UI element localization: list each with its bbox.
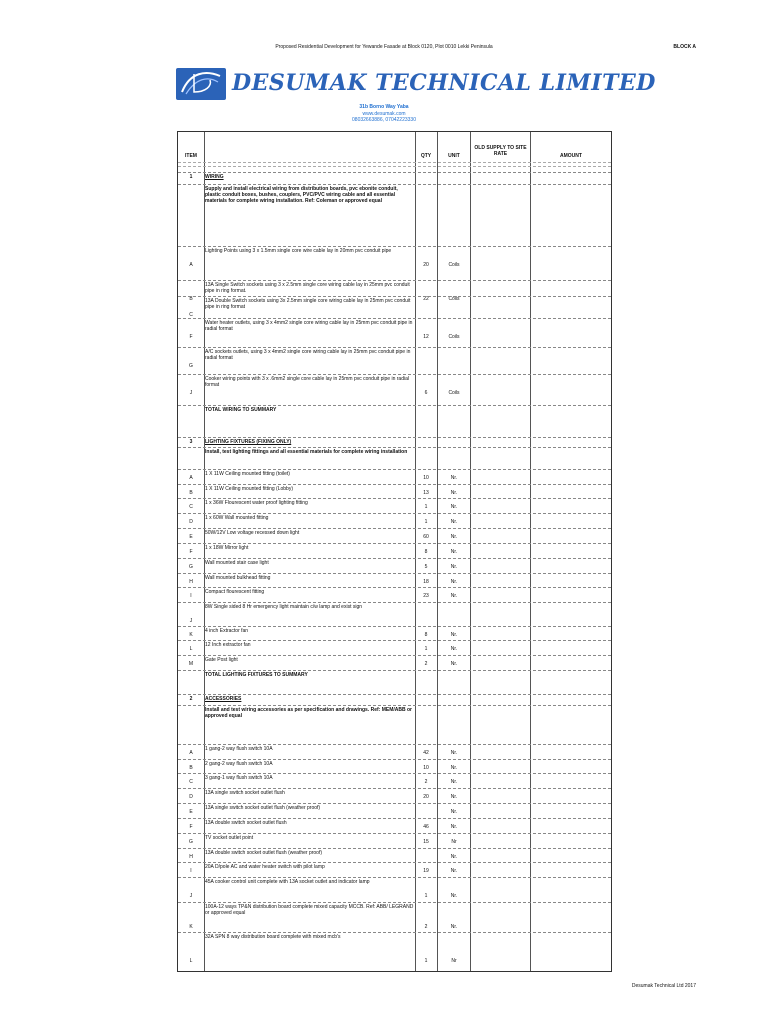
- row-item-code: C: [189, 312, 193, 318]
- row-description: A/C sockets outlets, using 3 x 4mm2 single core wiring cable lay in 25mm pvc conduit pipe in radial format: [205, 349, 411, 361]
- table-row: [178, 862, 611, 863]
- row-description: 1 x 36W Flourescent water proof lighting fitting: [205, 500, 308, 506]
- row-unit: Nr.: [450, 893, 458, 899]
- company-name: DESUMAK TECHNICAL LIMITED: [232, 70, 656, 96]
- row-item-code: 2: [189, 696, 193, 702]
- table-row: [178, 744, 611, 745]
- row-item-code: H: [189, 579, 193, 585]
- table-row: [178, 498, 611, 499]
- table-row: [178, 374, 611, 375]
- row-description: 13A Single Switch sockets using 3 x 2.5mm single core wiring cable lay in 25mm pvc conduit pipe in ring format.: [205, 282, 410, 294]
- table-row: [178, 558, 611, 559]
- row-quantity: 1: [424, 958, 428, 964]
- row-description: Supply and install electrical wiring from distribution boards, pvc ebonite conduit, plastic conduit boxes, bushes, couplers, PVC/PVC wiring cable and all essential materials for complete wiring installation. Ref: Coleman or approved equal: [205, 186, 398, 204]
- row-description: Wall mounted bulkhead fitting: [205, 575, 271, 581]
- row-unit: Coils: [448, 296, 460, 302]
- table-row: [178, 587, 611, 588]
- header-supply-rate: OLD SUPPLY TO SITE RATE: [474, 145, 527, 157]
- row-quantity: 46: [423, 824, 429, 830]
- row-item-code: A: [189, 262, 193, 268]
- row-quantity: 1: [424, 646, 428, 652]
- table-row: [178, 246, 611, 247]
- table-row: [178, 902, 611, 903]
- row-quantity: 18: [423, 579, 429, 585]
- row-unit: Nr.: [450, 750, 458, 756]
- page-header: [0, 44, 768, 56]
- row-unit: Nr.: [450, 646, 458, 652]
- row-description: Gate Post light: [205, 657, 238, 663]
- row-item-code: D: [189, 519, 193, 525]
- column-divider: [437, 132, 438, 971]
- table-row: [178, 670, 611, 671]
- row-quantity: 1: [424, 504, 428, 510]
- table-row: [178, 528, 611, 529]
- table-row: [178, 833, 611, 834]
- row-item-code: F: [189, 334, 193, 340]
- table-row: [178, 818, 611, 819]
- row-description: TOTAL WIRING TO SUMMARY: [205, 407, 277, 413]
- header-item: ITEM: [185, 153, 197, 159]
- row-description: 1 x 60W Wall mounted fitting: [205, 515, 269, 521]
- row-description: 1 gang-2 way flush switch 10A: [205, 746, 273, 752]
- row-description: Install and test wiring accessories as per specification and drawings. Ref: MEM/ABB or approved equal: [205, 707, 412, 719]
- table-row: [178, 280, 611, 281]
- row-quantity: 23: [423, 593, 429, 599]
- row-unit: Coils: [448, 334, 460, 340]
- row-description: Wall mounted stair case light: [205, 560, 269, 566]
- project-title: Proposed Residential Development for Yewande Fasade at Block 0120, Plot 0010 Lekki Peninsula: [275, 44, 493, 50]
- row-unit: Coils: [448, 390, 460, 396]
- row-description: Cooker wiring points with 3 x .6mm2 single core cable lay in 25mm pvc conduit pipe in radial format: [205, 376, 409, 388]
- row-quantity: 20: [423, 262, 429, 268]
- row-description: 12 Inch extractor fan: [205, 642, 251, 648]
- row-item-code: I: [190, 593, 192, 599]
- row-unit: Nr.: [450, 564, 458, 570]
- header-unit: UNIT: [448, 153, 460, 159]
- row-item-code: F: [189, 549, 193, 555]
- row-quantity: 10: [423, 475, 429, 481]
- row-quantity: 6: [424, 390, 428, 396]
- row-item-code: 3: [189, 439, 193, 445]
- row-item-code: J: [189, 390, 193, 396]
- row-item-code: A: [189, 475, 193, 481]
- logo-mark-icon: [176, 68, 226, 100]
- table-row: [178, 296, 611, 297]
- row-description: 13A Double Switch sockets using 3x 2.5mm single core wiring cable lay in 25mm pvc conduit pipe in ring format: [205, 298, 411, 310]
- row-unit: Nr.: [450, 924, 458, 930]
- row-unit: Nr.: [450, 632, 458, 638]
- row-quantity: 2: [424, 924, 428, 930]
- row-item-code: E: [189, 809, 193, 815]
- table-row: [178, 184, 611, 185]
- row-quantity: 10: [423, 765, 429, 771]
- row-description: TV socket outlet point: [205, 835, 254, 841]
- table-row: [178, 694, 611, 695]
- row-quantity: 2: [424, 779, 428, 785]
- row-unit: Nr.: [450, 504, 458, 510]
- row-item-code: C: [189, 504, 193, 510]
- header-separator: [178, 166, 611, 167]
- table-row: [178, 932, 611, 933]
- row-description: 4 inch Extractor fan: [205, 628, 249, 634]
- row-quantity: 2: [424, 661, 428, 667]
- company-website: www.desumak.com: [362, 110, 406, 117]
- row-description: 8W Single sided 8 Hr emergency light maintain c/w lamp and exist sign: [205, 604, 363, 610]
- row-quantity: 13: [423, 490, 429, 496]
- table-row: [178, 543, 611, 544]
- row-quantity: 20: [423, 794, 429, 800]
- row-item-code: K: [189, 632, 193, 638]
- row-unit: Nr.: [450, 794, 458, 800]
- table-row: [178, 172, 611, 173]
- bill-of-quantities-table: [177, 131, 612, 972]
- row-description: 20A D/pole AC and water heater switch with pilot lamp: [205, 864, 325, 870]
- row-quantity: 22: [423, 296, 429, 302]
- row-quantity: 15: [423, 839, 429, 845]
- row-unit: Nr: [451, 958, 457, 964]
- table-row: [178, 759, 611, 760]
- row-item-code: A: [189, 750, 193, 756]
- row-item-code: J: [189, 618, 193, 624]
- row-description: 13A single switch socket outlet flush: [205, 790, 285, 796]
- row-unit: Nr.: [450, 868, 458, 874]
- table-row: [178, 705, 611, 706]
- row-description: 2 gang-2 way flush switch 10A: [205, 761, 273, 767]
- row-description: Compact flourescent fitting: [205, 589, 265, 595]
- row-quantity: 8: [424, 549, 428, 555]
- table-row: [178, 447, 611, 448]
- row-description: TOTAL LIGHTING FIXTURES TO SUMMARY: [205, 672, 308, 678]
- row-description: 1 X 11W Ceiling mounted fitting (Lobby): [205, 486, 294, 492]
- row-description: Install, test lighting fittings and all essential materials for complete wiring installation: [205, 449, 408, 455]
- table-row: [178, 469, 611, 470]
- row-item-code: B: [189, 490, 193, 496]
- company-address: 31b Borno Way Yaba: [359, 104, 409, 110]
- table-row: [178, 602, 611, 603]
- row-description: ACCESSORIES: [205, 696, 242, 702]
- row-item-code: H: [189, 854, 193, 860]
- row-quantity: 5: [424, 564, 428, 570]
- row-unit: Nr.: [450, 490, 458, 496]
- row-item-code: F: [189, 824, 193, 830]
- row-unit: Nr.: [450, 534, 458, 540]
- row-description: 32A SPN 8 way distribution board complete with mixed mcb's: [205, 934, 341, 940]
- table-row: [178, 655, 611, 656]
- row-quantity: 12: [423, 334, 429, 340]
- row-unit: Nr.: [450, 579, 458, 585]
- row-quantity: 42: [423, 750, 429, 756]
- row-description: Lighting Points using 3 x 1.5mm single core wire cable lay in 20mm pvc conduit pipe: [205, 248, 392, 254]
- table-row: [178, 513, 611, 514]
- row-description: 100A-12 ways TP&N distribution board complete mixed capacity MCCB. Ref: ABB/ LEGRAND or approved equal: [205, 904, 414, 916]
- table-row: [178, 347, 611, 348]
- row-item-code: G: [189, 839, 193, 845]
- row-item-code: C: [189, 779, 193, 785]
- table-row: [178, 437, 611, 438]
- table-row: [178, 848, 611, 849]
- row-quantity: 1: [424, 519, 428, 525]
- row-item-code: J: [189, 893, 193, 899]
- row-description: LIGHTING FIXTURES (FIXING ONLY): [205, 439, 292, 445]
- column-divider: [530, 132, 531, 971]
- row-description: 13A single switch socket outlet flush (weather proof): [205, 805, 321, 811]
- company-phones: 08032663886, 07042223330: [352, 117, 416, 123]
- row-item-code: L: [189, 958, 193, 964]
- row-description: 13A double switch socket outlet flush (weather proof): [205, 850, 323, 856]
- table-row: [178, 318, 611, 319]
- header-amount: AMOUNT: [560, 153, 582, 159]
- row-quantity: 8: [424, 632, 428, 638]
- row-unit: Nr: [451, 839, 457, 845]
- row-unit: Nr.: [450, 765, 458, 771]
- row-description: Water heater outlets, using 3 x 4mm2 single core wiring cable lay in 25mm pvc conduit pipe in radial format: [205, 320, 413, 332]
- row-unit: Nr.: [450, 549, 458, 555]
- table-row: [178, 484, 611, 485]
- row-item-code: G: [189, 564, 193, 570]
- row-description: 45A cooker control unit complete with 13A socket outlet and indicator lamp: [205, 879, 370, 885]
- table-row: [178, 626, 611, 627]
- block-label: BLOCK A: [673, 44, 696, 50]
- row-description: 1 x 18W Mirror light: [205, 545, 249, 551]
- row-description: 13A double switch socket outlet flush: [205, 820, 287, 826]
- row-description: 1 X 11W Ceiling mounted fitting (toilet): [205, 471, 290, 477]
- table-row: [178, 773, 611, 774]
- row-item-code: I: [190, 868, 192, 874]
- row-description: 3 gang-1 way flush switch 10A: [205, 775, 273, 781]
- row-description: WIRING: [205, 174, 224, 180]
- table-row: [178, 573, 611, 574]
- row-unit: Nr.: [450, 593, 458, 599]
- row-unit: Coils: [448, 262, 460, 268]
- row-quantity: 1: [424, 893, 428, 899]
- row-item-code: 1: [189, 174, 193, 180]
- row-unit: Nr.: [450, 519, 458, 525]
- row-item-code: E: [189, 534, 193, 540]
- row-unit: Nr.: [450, 854, 458, 860]
- table-row: [178, 405, 611, 406]
- table-row: [178, 788, 611, 789]
- row-item-code: B: [189, 296, 193, 302]
- row-item-code: G: [189, 363, 193, 369]
- table-row: [178, 640, 611, 641]
- row-item-code: M: [188, 661, 194, 667]
- column-divider: [204, 132, 205, 971]
- header-separator: [178, 162, 611, 163]
- row-unit: Nr.: [450, 779, 458, 785]
- company-contact: [0, 104, 768, 124]
- row-unit: Nr.: [450, 661, 458, 667]
- row-quantity: 19: [423, 868, 429, 874]
- row-quantity: 60: [423, 534, 429, 540]
- header-qty: QTY: [420, 153, 432, 159]
- row-item-code: L: [189, 646, 193, 652]
- row-unit: Nr.: [450, 809, 458, 815]
- row-item-code: B: [189, 765, 193, 771]
- company-logo: [176, 68, 656, 102]
- column-divider: [470, 132, 471, 971]
- row-item-code: K: [189, 924, 193, 930]
- table-row: [178, 877, 611, 878]
- footer-copyright: Desumak Technical Ltd 2017: [631, 983, 696, 989]
- row-unit: Nr.: [450, 824, 458, 830]
- row-unit: Nr.: [450, 475, 458, 481]
- row-item-code: D: [189, 794, 193, 800]
- table-row: [178, 803, 611, 804]
- row-description: 50W/12V Low voltage recessed down light: [205, 530, 300, 536]
